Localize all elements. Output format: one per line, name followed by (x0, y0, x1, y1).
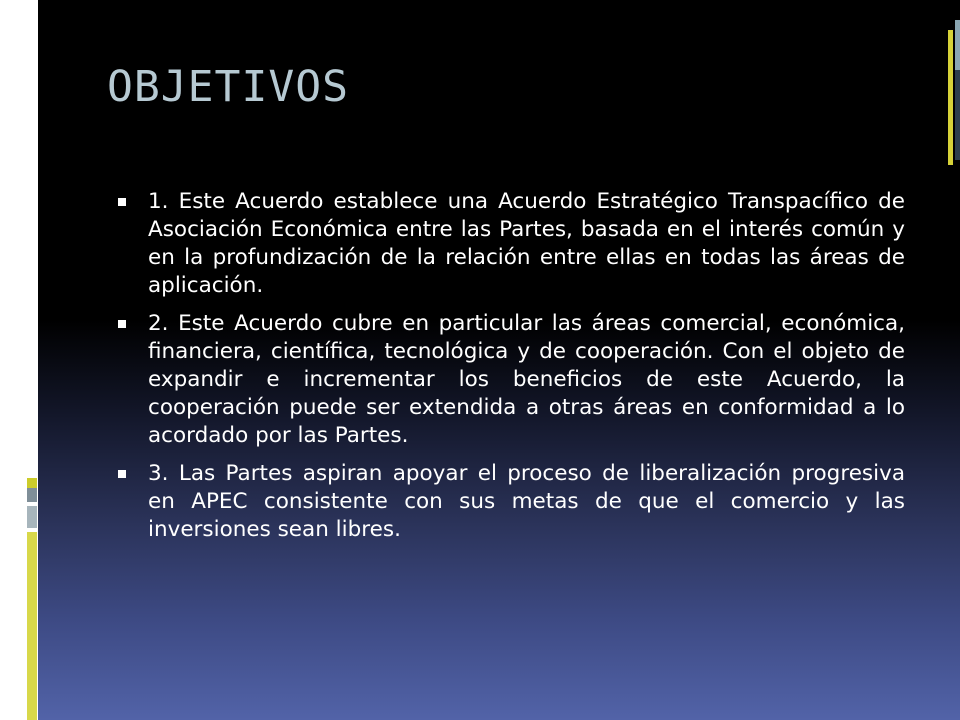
square-bullet-icon (118, 198, 126, 206)
square-bullet-icon (118, 470, 126, 478)
right-accent-yellow (948, 30, 953, 165)
right-accent-dark (955, 70, 960, 160)
bullet-text: 3. Las Partes aspiran apoyar el proceso de liberalización progresiva en APEC consistente con sus metas de que el comercio y las inversiones sean libres. (148, 461, 905, 542)
bullet-text: 1. Este Acuerdo establece una Acuerdo Estratégico Transpacífico de Asociación Económica entre las Partes, basada en el interés común y en la profundización de la relación entre ellas en todas las áreas de aplicación. (148, 189, 905, 298)
slide-title: OBJETIVOS (107, 62, 349, 112)
left-accent-gray-dark (27, 488, 37, 502)
square-bullet-icon (118, 320, 126, 328)
left-accent-yellow-bar (27, 532, 37, 720)
bullet-text: 2. Este Acuerdo cubre en particular las áreas comercial, económica, financiera, científica, tecnológica y de cooperación. Con el objeto de expandir e incrementar los beneficios de este Acuerdo, la cooperación puede ser extendida a otras áreas en conformidad a lo acordado por las Partes. (148, 311, 905, 448)
bullet-item (110, 310, 905, 450)
bullet-item (110, 460, 905, 544)
right-accent-light (955, 20, 960, 70)
left-accent-gray-light (27, 506, 37, 528)
bullet-list (110, 188, 905, 554)
left-accent-yellow-small (27, 478, 37, 488)
bullet-item (110, 188, 905, 300)
